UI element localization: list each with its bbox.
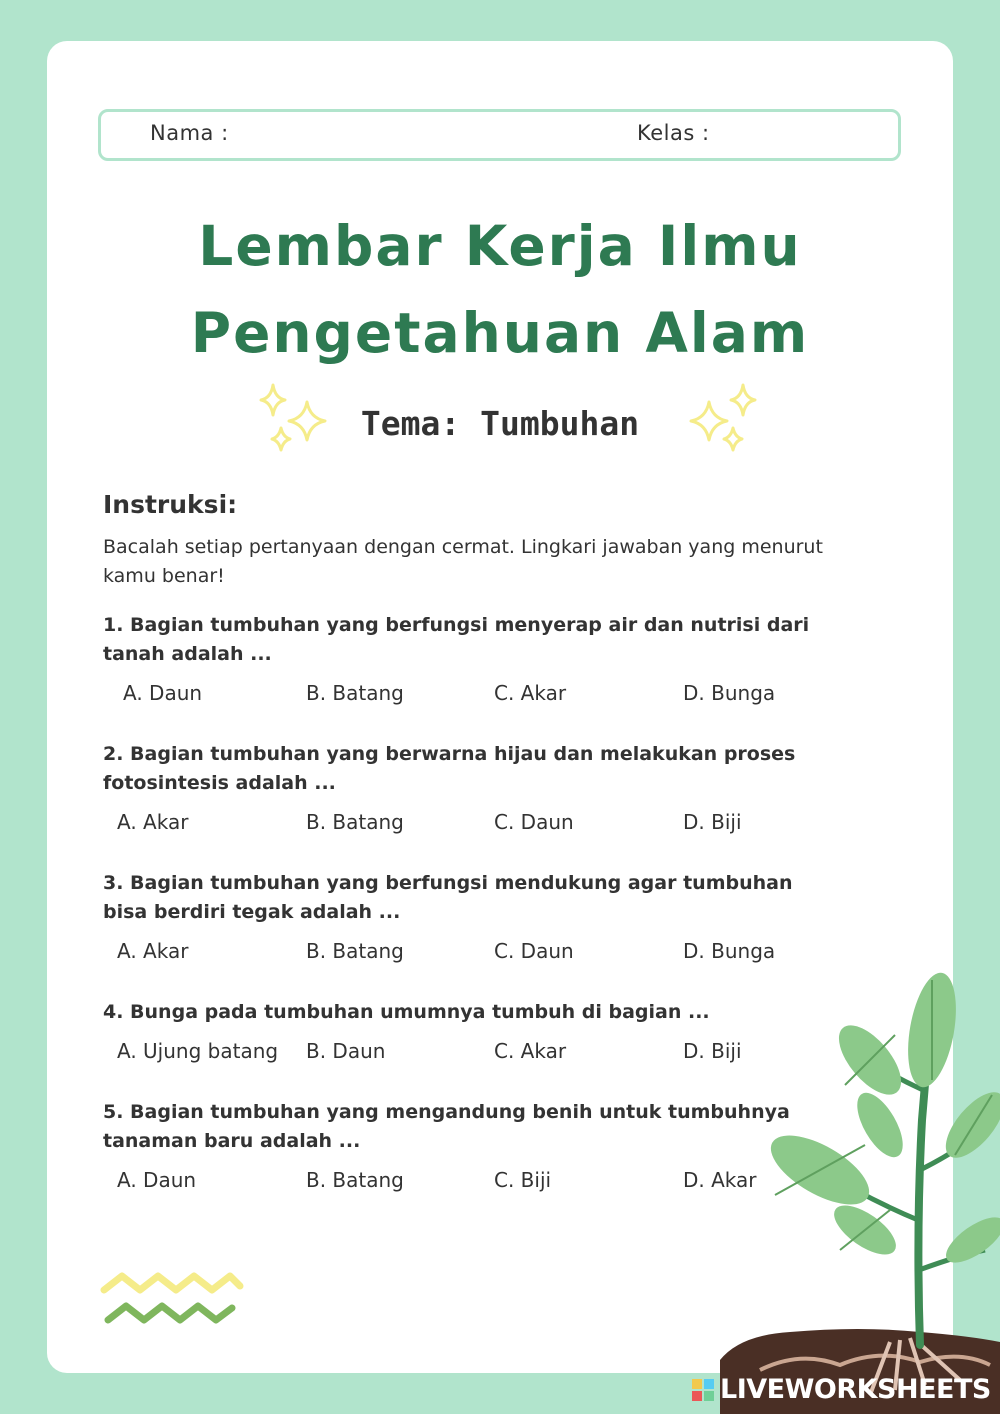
- question-1: 1. Bagian tumbuhan yang berfungsi menyerap air dan nutrisi dari tanah adalah ...: [103, 614, 810, 665]
- zigzag-decoration: [100, 1268, 250, 1338]
- q2-option-b[interactable]: B. Batang: [306, 810, 404, 834]
- title-line-2: Pengetahuan Alam: [190, 301, 810, 365]
- q2-option-a[interactable]: A. Akar: [117, 810, 189, 834]
- sparkle-icon: [685, 380, 765, 455]
- q1-option-c[interactable]: C. Akar: [494, 681, 567, 705]
- q4-option-c[interactable]: C. Akar: [494, 1039, 567, 1063]
- instructions-text: Bacalah setiap pertanyaan dengan cermat. Lingkari jawaban yang menurut kamu benar!: [103, 536, 823, 587]
- plant-illustration: [720, 970, 1000, 1414]
- q2-option-c[interactable]: C. Daun: [494, 810, 574, 834]
- question-2: 2. Bagian tumbuhan yang berwarna hijau dan melakukan proses fotosintesis adalah ...: [103, 743, 796, 794]
- q2-option-d[interactable]: D. Biji: [683, 810, 742, 834]
- question-3: 3. Bagian tumbuhan yang berfungsi mendukung agar tumbuhan bisa berdiri tegak adalah ...: [103, 872, 793, 923]
- theme-heading: Tema: Tumbuhan: [360, 404, 640, 443]
- instructions-heading: Instruksi:: [103, 490, 238, 519]
- q3-option-b[interactable]: B. Batang: [306, 939, 404, 963]
- q5-option-b[interactable]: B. Batang: [306, 1168, 404, 1192]
- q5-option-a[interactable]: A. Daun: [117, 1168, 197, 1192]
- q1-option-b[interactable]: B. Batang: [306, 681, 404, 705]
- liveworksheets-logo-text: LIVEWORKSHEETS: [720, 1374, 991, 1405]
- liveworksheets-logo-icon: [692, 1379, 716, 1403]
- class-label: Kelas :: [637, 121, 710, 145]
- q3-option-d[interactable]: D. Bunga: [683, 939, 776, 963]
- q4-option-d[interactable]: D. Biji: [683, 1039, 742, 1063]
- q4-option-a[interactable]: A. Ujung batang: [117, 1039, 279, 1063]
- question-4: 4. Bunga pada tumbuhan umumnya tumbuh di bagian ...: [103, 1001, 710, 1023]
- title-line-1: Lembar Kerja Ilmu: [198, 214, 802, 278]
- q5-option-c[interactable]: C. Biji: [494, 1168, 552, 1192]
- q4-option-b[interactable]: B. Daun: [306, 1039, 386, 1063]
- q3-option-c[interactable]: C. Daun: [494, 939, 574, 963]
- question-5: 5. Bagian tumbuhan yang mengandung benih untuk tumbuhnya tanaman baru adalah ...: [103, 1101, 790, 1152]
- q3-option-a[interactable]: A. Akar: [117, 939, 189, 963]
- q5-option-d[interactable]: D. Akar: [683, 1168, 757, 1192]
- q1-option-a[interactable]: A. Daun: [123, 681, 203, 705]
- q1-option-d[interactable]: D. Bunga: [683, 681, 776, 705]
- name-label: Nama :: [150, 121, 229, 145]
